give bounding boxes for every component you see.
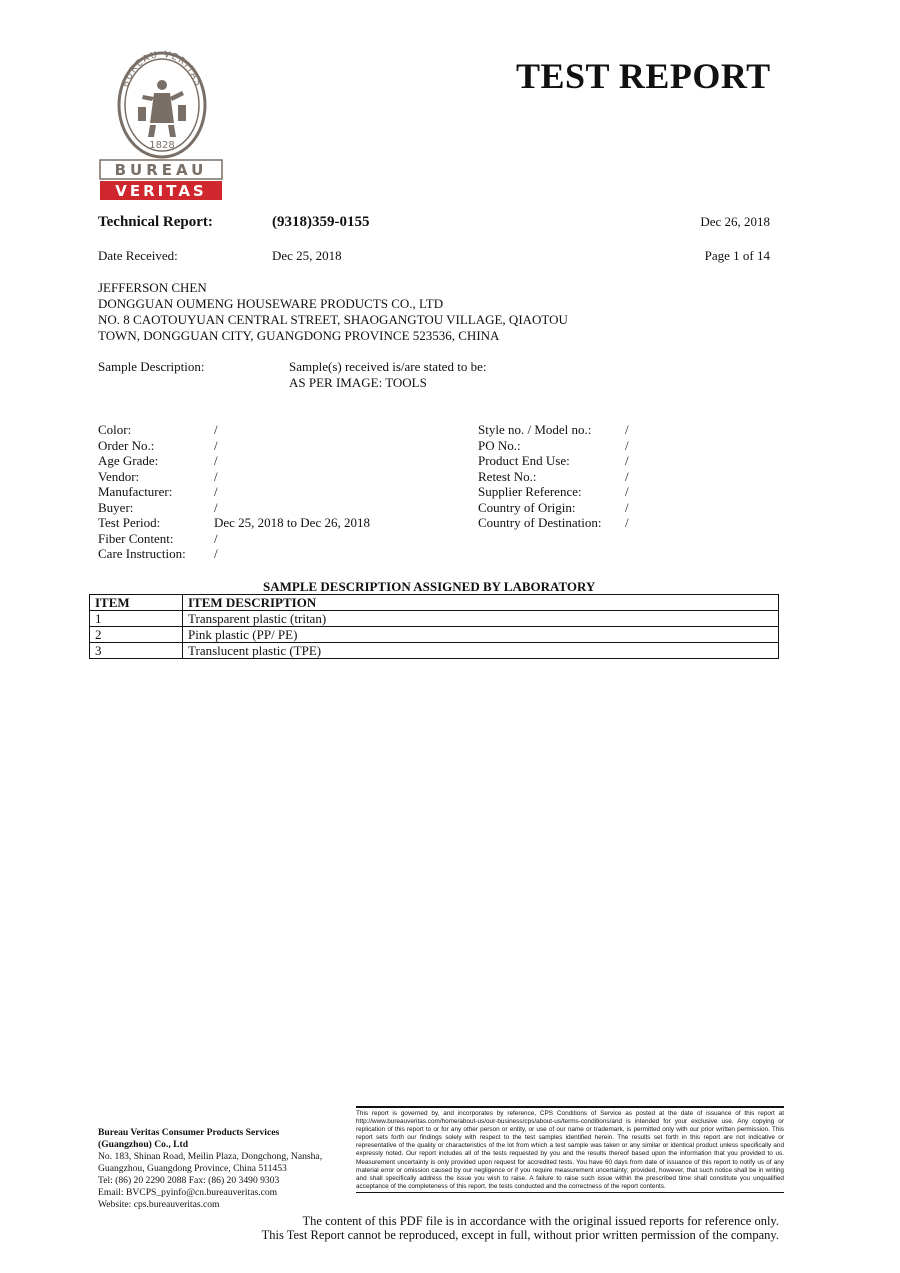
field-value: / — [214, 437, 218, 453]
field-label: Supplier Reference: — [478, 484, 582, 499]
field-label: Care Instruction: — [98, 546, 186, 561]
field-value: / — [214, 484, 218, 499]
client-company: DONGGUAN OUMENG HOUSEWARE PRODUCTS CO., LTD — [98, 296, 444, 311]
lab-phone-fax: Tel: (86) 20 2290 2088 Fax: (86) 20 3490 9303 — [98, 1175, 280, 1186]
field-label: Age Grade: — [98, 453, 159, 468]
page-indicator: Page 1 of 14 — [704, 248, 770, 263]
field-value: / — [214, 530, 218, 546]
field-value: / — [625, 437, 629, 453]
field-label: Product End Use: — [478, 453, 570, 468]
item-description: Transparent plastic (tritan) — [183, 611, 779, 627]
client-address-line: TOWN, DONGGUAN CITY, GUANGDONG PROVINCE 523536, CHINA — [98, 328, 500, 343]
field-label: Style no. / Model no.: — [478, 422, 592, 437]
field-label: Order No.: — [98, 437, 155, 453]
logo-seal-icon — [98, 45, 224, 201]
table-header-row — [90, 595, 779, 611]
field-value: / — [625, 484, 629, 499]
field-value: / — [214, 499, 218, 515]
terms-disclaimer: This report is governed by, and incorporates by reference, CPS Conditions of Service as posted at the date of issuance of this report at http://www.bureauveritas.com/home/about-us/our-business/cps/about-us/terms-conditions/and is intended for your exclusive use. Any copying or replication of this report to or for any other person or entity, or use of our name or trademark, is permitted only with our prior written permission. This report sets forth our findings solely with respect to the test samples identified herein. The results set forth in this report are not indicative or representative of the quality or characteristics of the lot from which a test sample was taken or any similar or identical product unless specifically and expressly noted. Our report includes all of the tests requested by you and the results thereof based upon the information that you provided to us. Measurement uncertainty is only provided upon request for accredited tests. You have 60 days from date of issuance of this report to notify us of any material error or omission caused by our negligence or if you require measurement uncertainty; provided, however, that such notice shall be in writing and shall specifically address the issue you wish to raise. A failure to raise such issue within the prescribed time shall constitute you unqualified acceptance of the completeness of this report, the tests conducted and the correctness of the report contents. — [356, 1106, 784, 1193]
item-description: Pink plastic (PP/ PE) — [183, 627, 779, 643]
field-value: / — [214, 546, 218, 561]
item-number: 3 — [90, 643, 183, 659]
field-value: / — [625, 422, 629, 437]
client-address — [98, 280, 568, 344]
reproduction-notice: This Test Report cannot be reproduced, except in full, without prior written permission of the company. — [261, 1228, 779, 1242]
lab-company-name: (Guangzhou) Co., Ltd — [98, 1139, 189, 1150]
bureau-veritas-logo — [98, 45, 224, 201]
item-number: 2 — [90, 627, 183, 643]
report-label: Technical Report: — [98, 214, 213, 230]
reference-notice: The content of this PDF file is in accordance with the original issued reports for reference only. — [302, 1214, 779, 1228]
report-number: (9318)359-0155 — [272, 214, 370, 230]
lab-website: Website: cps.bureauveritas.com — [98, 1199, 220, 1210]
field-value: / — [625, 499, 629, 515]
sample-description — [289, 359, 486, 391]
sample-statement: Sample(s) received is/are stated to be: — [289, 359, 487, 374]
field-label: Color: — [98, 422, 132, 437]
client-address-line: NO. 8 CAOTOUYUAN CENTRAL STREET, SHAOGANGTOU VILLAGE, QIAOTOU — [98, 312, 568, 327]
field-value: / — [214, 468, 218, 484]
lab-table-title: SAMPLE DESCRIPTION ASSIGNED BY LABORATORY — [263, 579, 596, 594]
field-label: PO No.: — [478, 437, 521, 453]
report-date: Dec 26, 2018 — [700, 214, 770, 229]
field-value: / — [214, 422, 218, 437]
date-received-value: Dec 25, 2018 — [272, 248, 342, 263]
svg-text:BUREAU VERITAS: BUREAU VERITAS — [120, 49, 204, 89]
field-label: Country of Origin: — [478, 499, 576, 515]
field-value: / — [625, 515, 629, 530]
lab-company-name: Bureau Veritas Consumer Products Services — [98, 1127, 280, 1138]
field-label: Test Period: — [98, 515, 161, 530]
column-header-item: ITEM — [90, 595, 183, 611]
sample-description-label: Sample Description: — [98, 359, 205, 374]
date-received-label: Date Received: — [98, 248, 178, 263]
svg-text:BUREAU: BUREAU — [114, 161, 208, 179]
svg-text:1828: 1828 — [149, 140, 175, 151]
field-value: / — [625, 468, 629, 484]
field-label: Manufacturer: — [98, 484, 173, 499]
field-label: Retest No.: — [478, 468, 537, 484]
item-number: 1 — [90, 611, 183, 627]
field-label: Vendor: — [98, 468, 140, 484]
lab-address-line: Guangzhou, Guangdong Province, China 511453 — [98, 1163, 287, 1174]
field-label: Country of Destination: — [478, 515, 602, 530]
field-label: Fiber Content: — [98, 530, 174, 546]
field-value: / — [625, 453, 629, 468]
lab-address-line: No. 183, Shinan Road, Meilin Plaza, Dongchong, Nansha, — [98, 1151, 323, 1162]
sample-type: AS PER IMAGE: TOOLS — [289, 375, 427, 390]
field-value: / — [214, 453, 218, 468]
page-title: TEST REPORT — [516, 56, 771, 96]
table-row — [90, 643, 779, 659]
lab-contact-block — [98, 1127, 348, 1211]
column-header-description: ITEM DESCRIPTION — [183, 595, 779, 611]
table-row — [90, 627, 779, 643]
item-description: Translucent plastic (TPE) — [183, 643, 779, 659]
lab-email: Email: BVCPS_pyinfo@cn.bureauveritas.com — [98, 1187, 278, 1198]
lab-sample-table — [89, 594, 779, 659]
table-row — [90, 611, 779, 627]
field-value: Dec 25, 2018 to Dec 26, 2018 — [214, 515, 370, 530]
svg-text:VERITAS: VERITAS — [115, 182, 207, 200]
field-label: Buyer: — [98, 499, 134, 515]
client-name: JEFFERSON CHEN — [98, 280, 207, 295]
